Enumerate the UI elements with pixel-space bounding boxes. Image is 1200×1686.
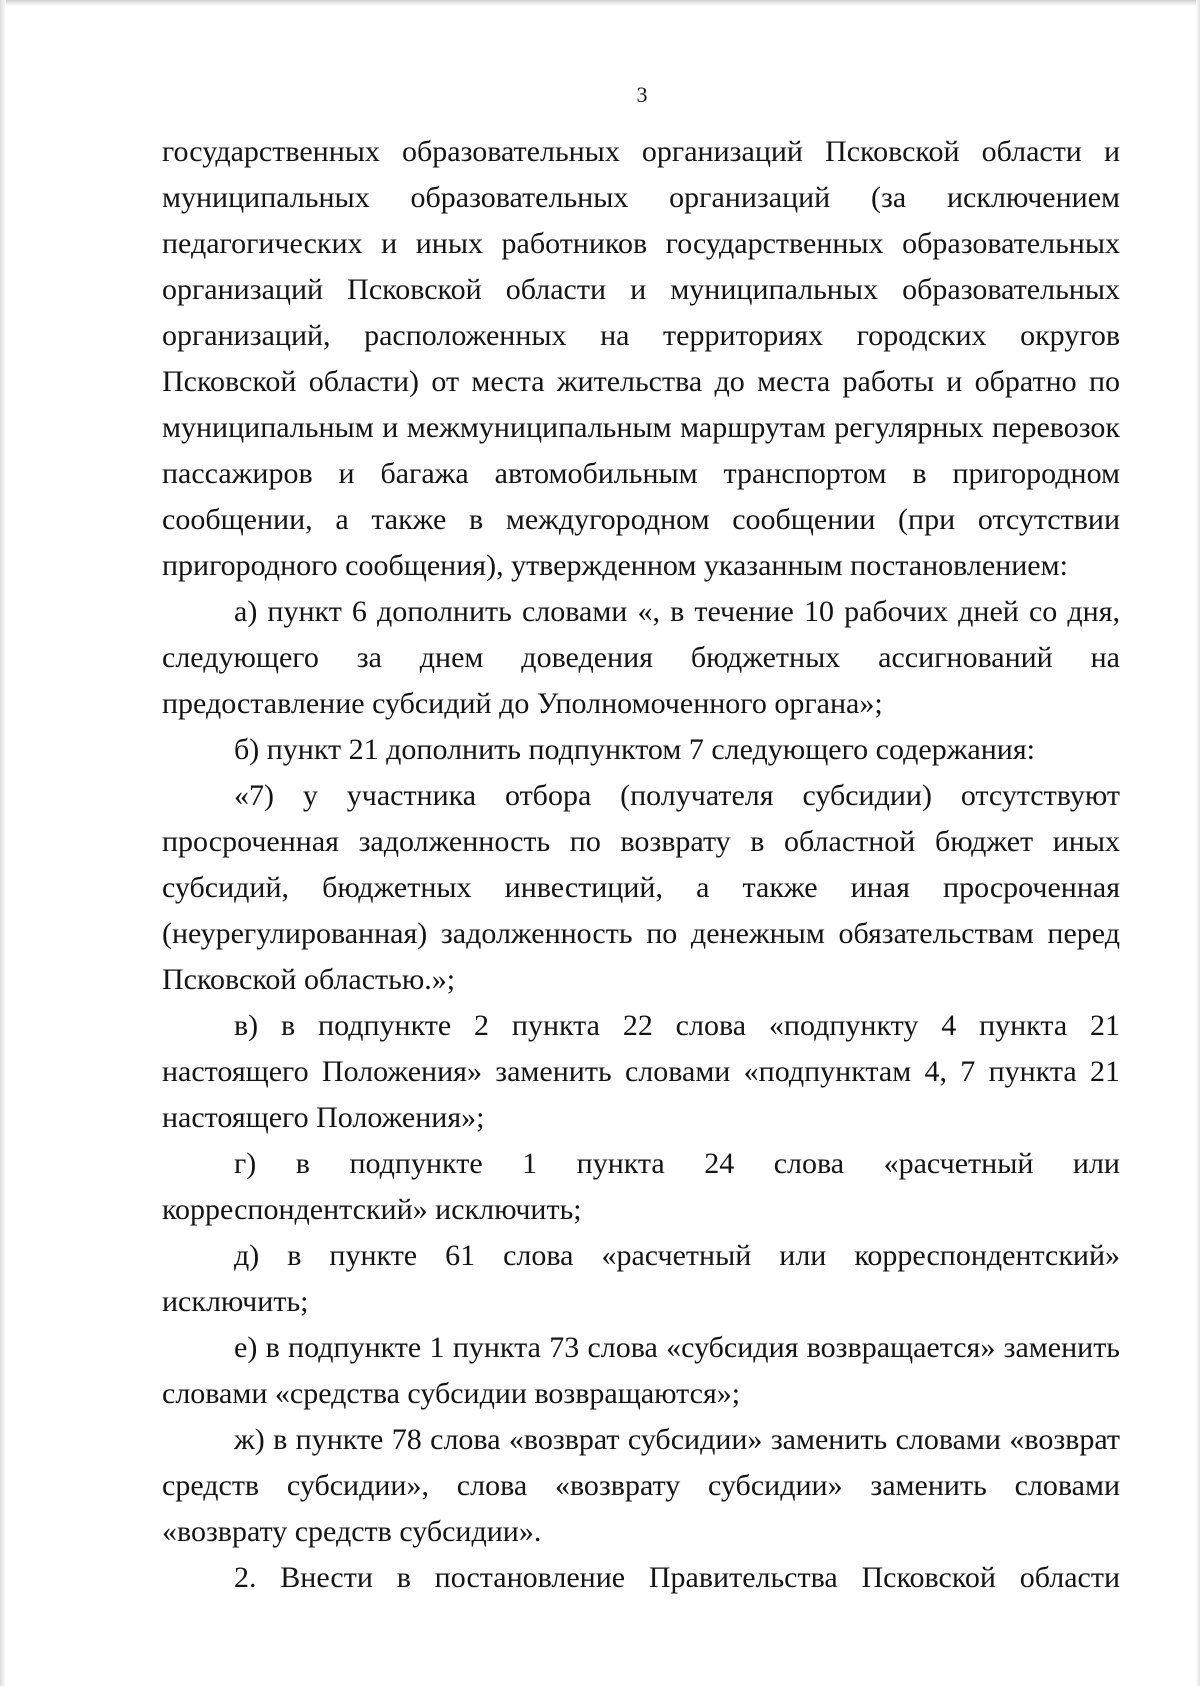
page-number: 3 [636, 82, 648, 107]
paragraph-quoted-subitem-7: «7) у участника отбора (получателя субсидии) отсутствуют просроченная задолженность по возврату в областной бюджет иных субсидий, бюджетных инвестиций, а также иная просроченная (неурегулированная) задолженность по денежным обязательствам перед Псковской областью.»; [162, 779, 1120, 996]
paragraph-item-d: д) в пункте 61 слова «расчетный или корреспондентский» исключить; [162, 1239, 1120, 1318]
scan-right-edge [1196, 0, 1200, 1686]
paragraph-item-b: б) пункт 21 дополнить подпунктом 7 следующего содержания: [234, 733, 1035, 766]
paragraph-item-e: е) в подпункте 1 пункта 73 слова «субсидия возвращается» заменить словами «средства субсидии возвращаются»; [162, 1331, 1120, 1410]
paragraph-item-zh: ж) в пункте 78 слова «возврат субсидии» заменить словами «возврат средств субсидии», слова «возврату субсидии» заменить словами «возврату средств субсидии». [162, 1423, 1120, 1548]
paragraph-section-2: 2. Внести в постановление Правительства Псковской области [234, 1561, 1120, 1594]
scan-left-edge [0, 0, 6, 1686]
paragraph-item-a: а) пункт 6 дополнить словами «, в течение 10 рабочих дней со дня, следующего за днем доведения бюджетных ассигнований на предоставление субсидий до Уполномоченного органа»; [162, 595, 1120, 720]
paragraph-item-v: в) в подпункте 2 пункта 22 слова «подпункту 4 пункта 21 настоящего Положения» заменить словами «подпунктам 4, 7 пункта 21 настоящего Положения»; [162, 1009, 1120, 1134]
paragraph-item-g: г) в подпункте 1 пункта 24 слова «расчетный или корреспондентский» исключить; [162, 1147, 1120, 1226]
scan-top-edge [0, 0, 1200, 6]
document-body [162, 129, 1120, 1601]
paragraph-continuation: государственных образовательных организаций Псковской области и муниципальных образовательных организаций (за исключением педагогических и иных работников государственных образовательных организаций Псковской области и муниципальных образовательных организаций, расположенных на территориях городских округов Псковской области) от места жительства до места работы и обратно по муниципальным и межмуниципальным маршрутам регулярных перевозок пассажиров и багажа автомобильным транспортом в пригородном сообщении, а также в междугородном сообщении (при отсутствии пригородного сообщения), утвержденном указанным постановлением: [162, 135, 1120, 582]
